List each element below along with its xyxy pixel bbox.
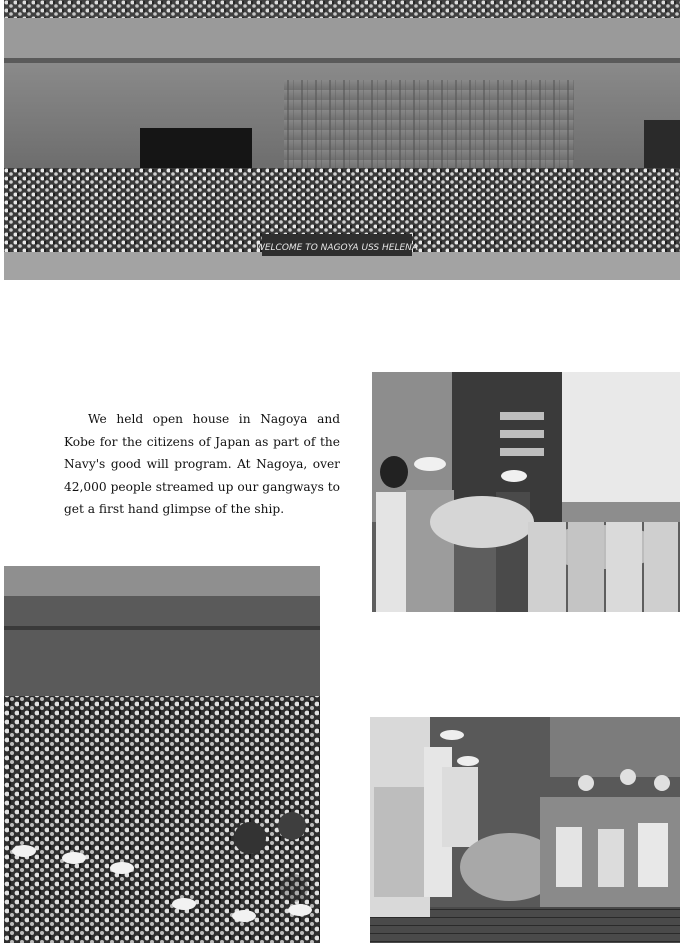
- photo-gangway-crowd: [4, 566, 320, 943]
- flowers-presentation-image: [372, 372, 680, 612]
- welcome-crowd-image: [4, 0, 680, 280]
- caption-paragraph: We held open house in Nagoya and Kobe for the citizens of Japan as part of the Navy's good will program. At Nagoya, over 42,000 people streamed up our gangways to get a first hand glimpse of the ship.: [64, 412, 340, 517]
- visitors-on-deck-image: [370, 717, 680, 943]
- caption-text-block: [64, 408, 340, 521]
- photo-visitors-on-deck: [370, 717, 680, 943]
- welcome-banner-text: WELCOME TO NAGOYA USS HELENA: [255, 243, 419, 253]
- gangway-crowd-image: [4, 566, 320, 943]
- photo-welcome-crowd: [4, 0, 680, 280]
- photo-flowers-presentation: [372, 372, 680, 612]
